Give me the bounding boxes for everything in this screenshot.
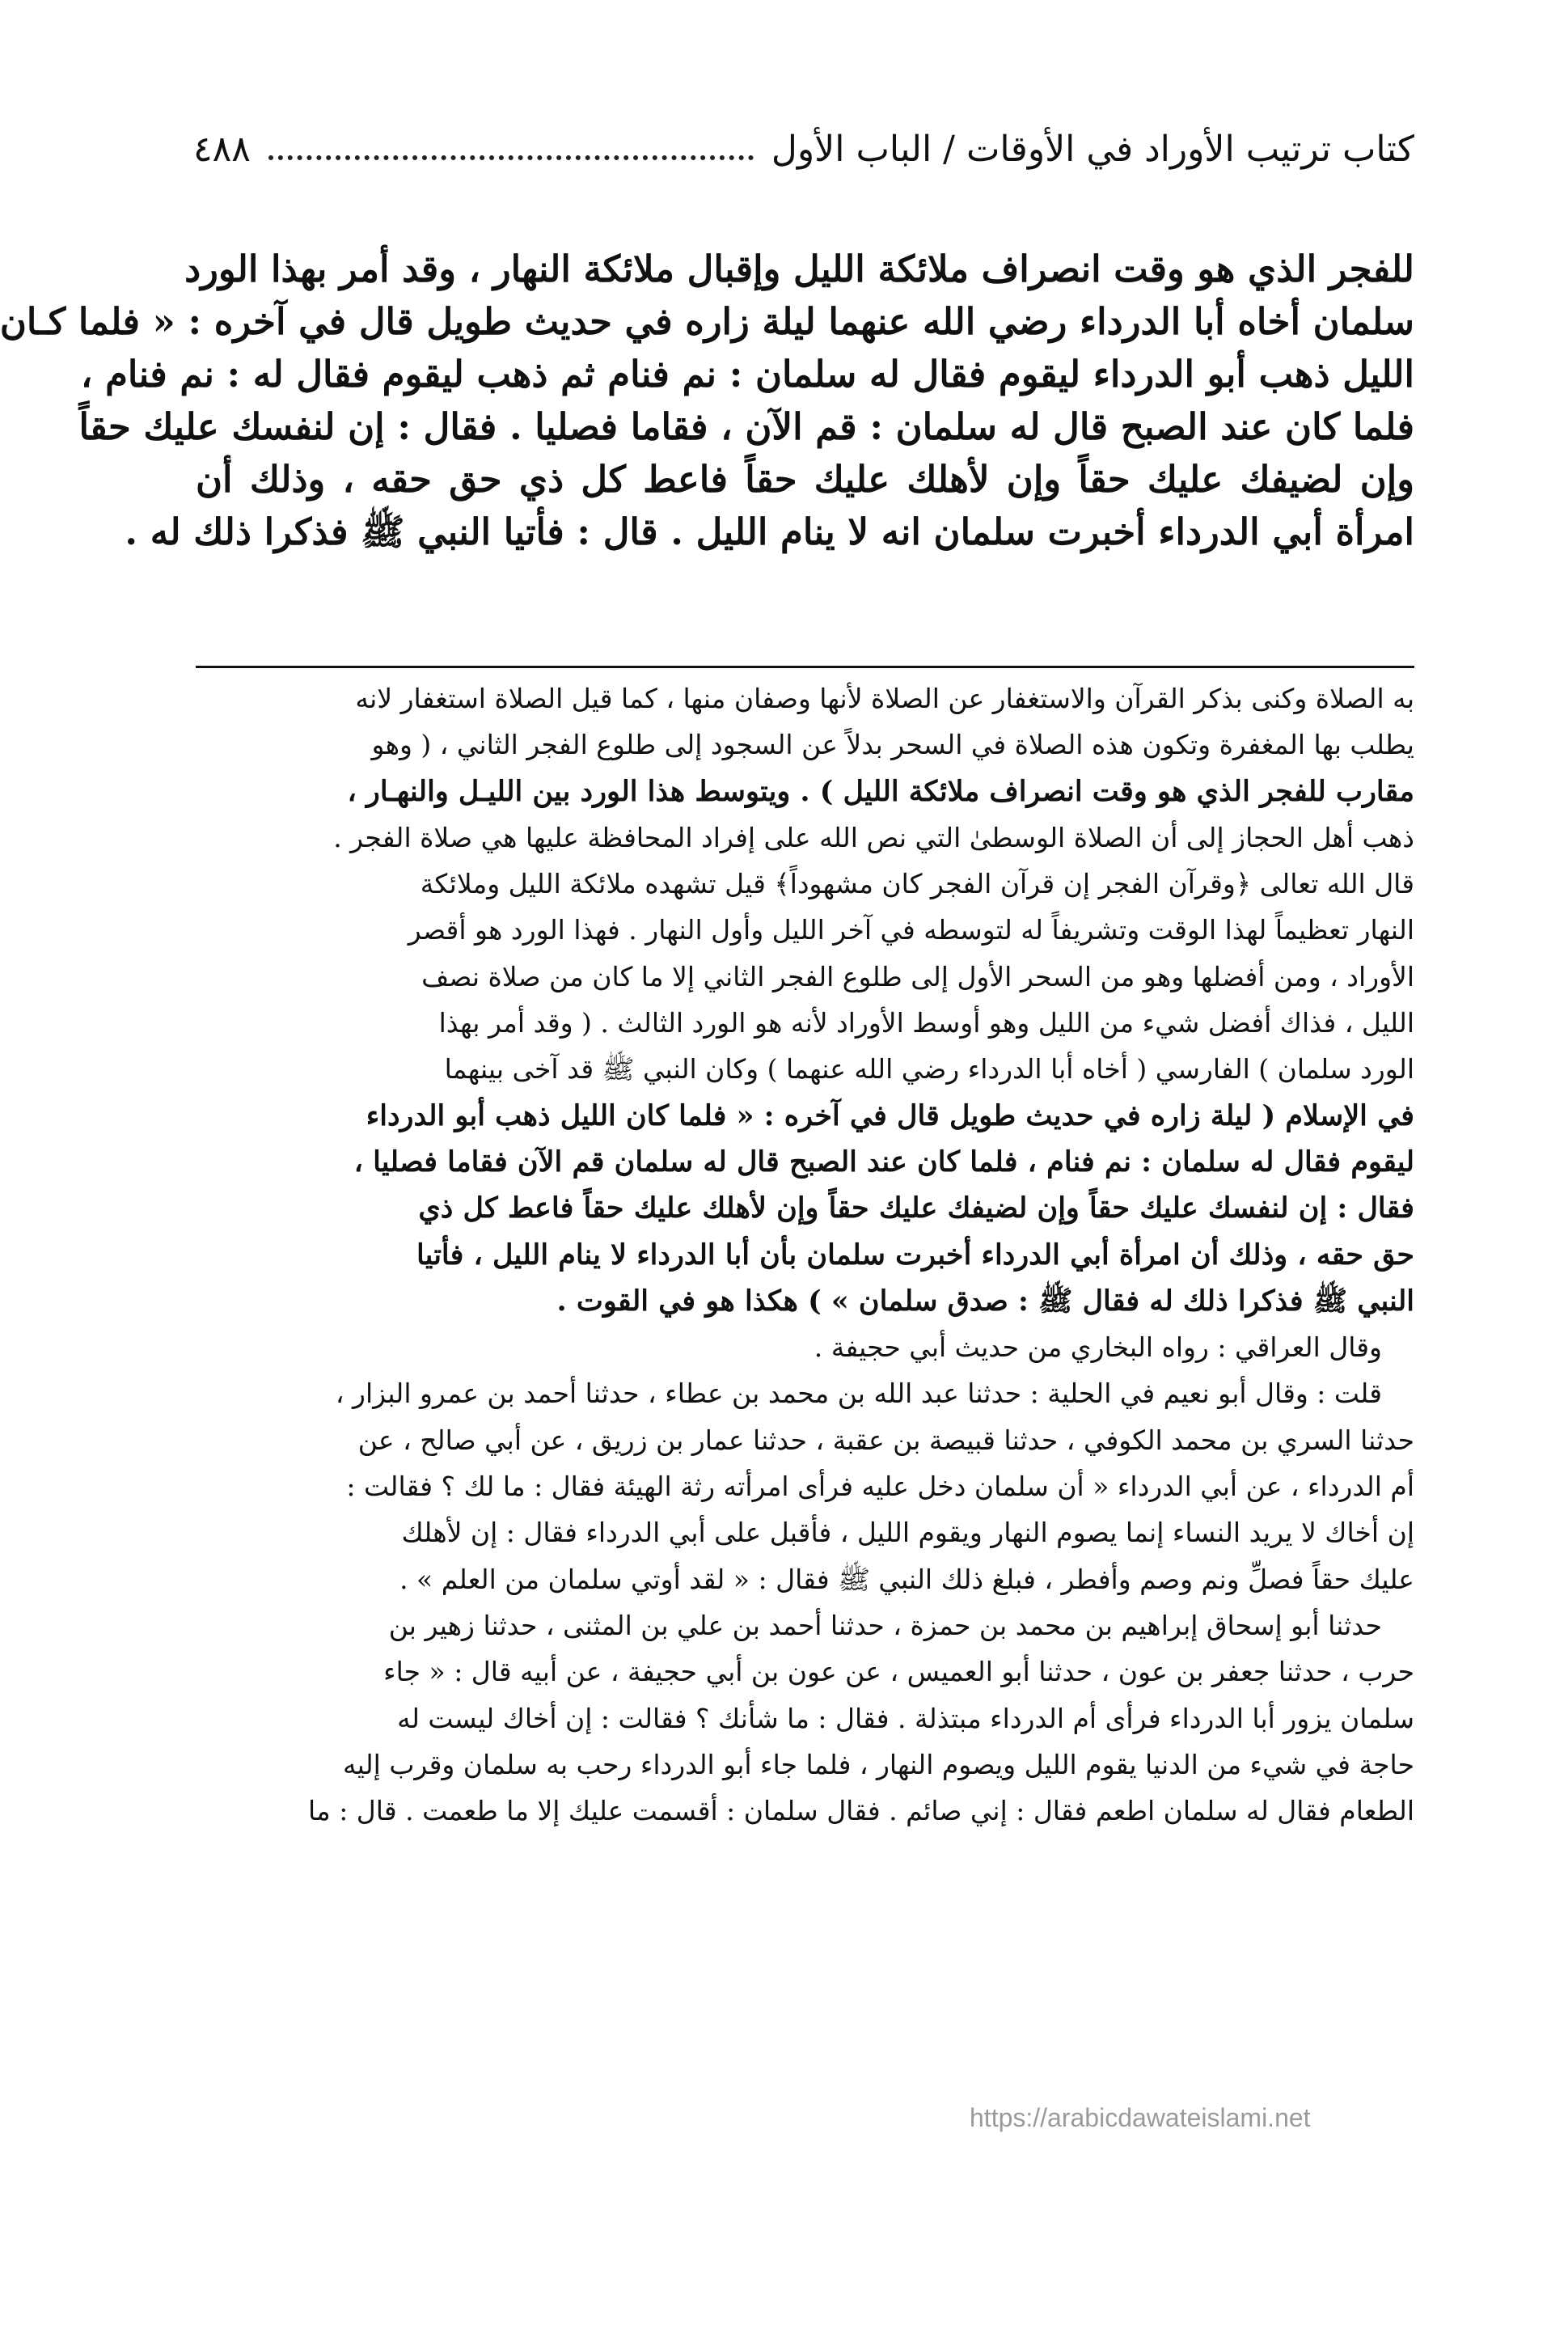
- commentary-line: إن أخاك لا يريد النساء إنما يصوم النهار ويقوم الليل ، فأقبل على أبي الدرداء فقال : إن لأهلك: [401, 1517, 1414, 1549]
- commentary-line: الطعام فقال له سلمان اطعم فقال : إني صائم . فقال سلمان : أقسمت عليك إلا ما طعمت . قال : ما: [307, 1795, 1414, 1827]
- commentary-line: به الصلاة وكنى بذكر القرآن والاستغفار عن الصلاة لأنها وصفان منها ، كما قيل الصلاة استغفار لانه: [355, 683, 1414, 714]
- commentary-line: قال الله تعالى ﴿وقرآن الفجر إن قرآن الفجر كان مشهوداً﴾ قيل تشهده ملائكة الليل وملائكة: [420, 868, 1414, 900]
- commentary-line: الأوراد ، ومن أفضلها وهو من السحر الأول إلى طلوع الفجر الثاني إلا ما كان من صلاة نصف: [421, 960, 1414, 992]
- commentary-line: ليقوم فقال له سلمان : نم فنام ، فلما كان عند الصبح قال له سلمان قم الآن فقاما فصليا ،: [353, 1145, 1414, 1179]
- commentary-line: ذهب أهل الحجاز إلى أن الصلاة الوسطىٰ التي نص الله على إفراد المحافظة عليها هي صلاة الفجر .: [333, 821, 1414, 853]
- commentary-line: أم الدرداء ، عن أبي الدرداء « أن سلمان دخل عليه فرأى امرأته رثة الهيئة فقال : ما لك ؟ فقالت :: [346, 1471, 1414, 1503]
- commentary-line: حق حقه ، وذلك أن امرأة أبي الدرداء أخبرت سلمان بأن أبا الدرداء لا ينام الليل ، فأتيا: [416, 1238, 1414, 1272]
- commentary-line: عليك حقاً فصلِّ ونم وصم وأفطر ، فبلغ ذلك النبي ﷺ فقال : « لقد أوتي سلمان من العلم » .: [399, 1563, 1414, 1595]
- main-text-block: [0, 243, 1414, 558]
- commentary-line: الليل ، فذاك أفضل شيء من الليل وهو أوسط الأوراد لأنه هو الورد الثالث . ( وقد أمر بهذا: [438, 1007, 1414, 1039]
- main-text-line: فلما كان عند الصبح قال له سلمان : قم الآن ، فقاما فصليا . فقال : إن لنفسك عليك حقاً: [78, 405, 1414, 448]
- commentary-line: سلمان يزور أبا الدرداء فرأى أم الدرداء مبتذلة . فقال : ما شأنك ؟ فقالت : إن أخاك ليست له: [397, 1702, 1414, 1734]
- commentary-line: حاجة في شيء من الدنيا يقوم الليل ويصوم النهار ، فلما جاء أبو الدرداء رحب به سلمان وقرب إليه: [342, 1748, 1414, 1780]
- commentary-line: حدثنا أبو إسحاق إبراهيم بن محمد بن حمزة ، حدثنا أحمد بن علي بن المثنى ، حدثنا زهير بن: [388, 1609, 1382, 1641]
- commentary-line: حرب ، حدثنا جعفر بن عون ، حدثنا أبو العميس ، عن عون بن أبي حجيفة ، عن أبيه قال : « جاء: [383, 1656, 1414, 1688]
- footnote-separator: [196, 666, 1414, 668]
- commentary-line: الورد سلمان ) الفارسي ( أخاه أبا الدرداء رضي الله عنهما ) وكان النبي ﷺ قد آخى بينهما: [444, 1053, 1414, 1086]
- watermark-url: https://arabicdawateislami.net: [970, 2103, 1311, 2132]
- page-number: ٤٨٨: [193, 129, 251, 170]
- commentary-line: مقارب للفجر الذي هو وقت انصراف ملائكة الليل ) . ويتوسط هذا الورد بين الليـل والنهـار ،: [347, 774, 1414, 808]
- commentary-line: قلت : وقال أبو نعيم في الحلية : حدثنا عبد الله بن محمد بن عطاء ، حدثنا أحمد بن عمرو البزار ،: [335, 1378, 1382, 1410]
- commentary-line: حدثنا السري بن محمد الكوفي ، حدثنا قبيصة بن عقبة ، حدثنا عمار بن زريق ، عن أبي صالح ، عن: [357, 1424, 1414, 1456]
- main-text-line: سلمان أخاه أبا الدرداء رضي الله عنهما ليلة زاره في حديث طويل قال في آخره : « فلما كـان: [0, 300, 1414, 343]
- commentary-line: فقال : إن لنفسك عليك حقاً وإن لضيفك عليك حقاً وإن لأهلك عليك حقاً فاعط كل ذي: [418, 1191, 1414, 1225]
- commentary-line: وقال العراقي : رواه البخاري من حديث أبي حجيفة .: [814, 1331, 1382, 1364]
- main-text-line: امرأة أبي الدرداء أخبرت سلمان انه لا ينام الليل . قال : فأتيا النبي ﷺ فذكرا ذلك له .: [125, 510, 1414, 553]
- commentary-block: [196, 675, 1414, 1834]
- main-text-line: وإن لضيفك عليك حقاً وإن لأهلك عليك حقاً فاعط كل ذي حق حقه ، وذلك أن: [196, 458, 1414, 501]
- chapter-title: كتاب ترتيب الأوراد في الأوقات / الباب الأول: [771, 129, 1414, 170]
- commentary-line: في الإسلام ( ليلة زاره في حديث طويل قال في آخره : « فلما كان الليل ذهب أبو الدرداء: [366, 1098, 1414, 1132]
- main-text-line: للفجر الذي هو وقت انصراف ملائكة الليل وإقبال ملائكة النهار ، وقد أمر بهذا الورد: [184, 248, 1414, 290]
- commentary-line: النهار تعظيماً لهذا الوقت وتشريفاً له لتوسطه في آخر الليل وأول النهار . فهذا الورد هو أقصر: [408, 914, 1414, 946]
- commentary-line: يطلب بها المغفرة وتكون هذه الصلاة في السحر بدلاً عن السجود إلى طلوع الفجر الثاني ، ( وهو: [371, 729, 1414, 761]
- leader-dots: [268, 155, 754, 160]
- running-header: [193, 121, 1414, 178]
- main-text-line: الليل ذهب أبو الدرداء ليقوم فقال له سلمان : نم فنام ثم ذهب ليقوم فقال له : نم فنام ،: [80, 353, 1414, 396]
- commentary-line: النبي ﷺ فذكرا ذلك له فقال ﷺ : صدق سلمان » ) هكذا هو في القوت .: [556, 1284, 1414, 1318]
